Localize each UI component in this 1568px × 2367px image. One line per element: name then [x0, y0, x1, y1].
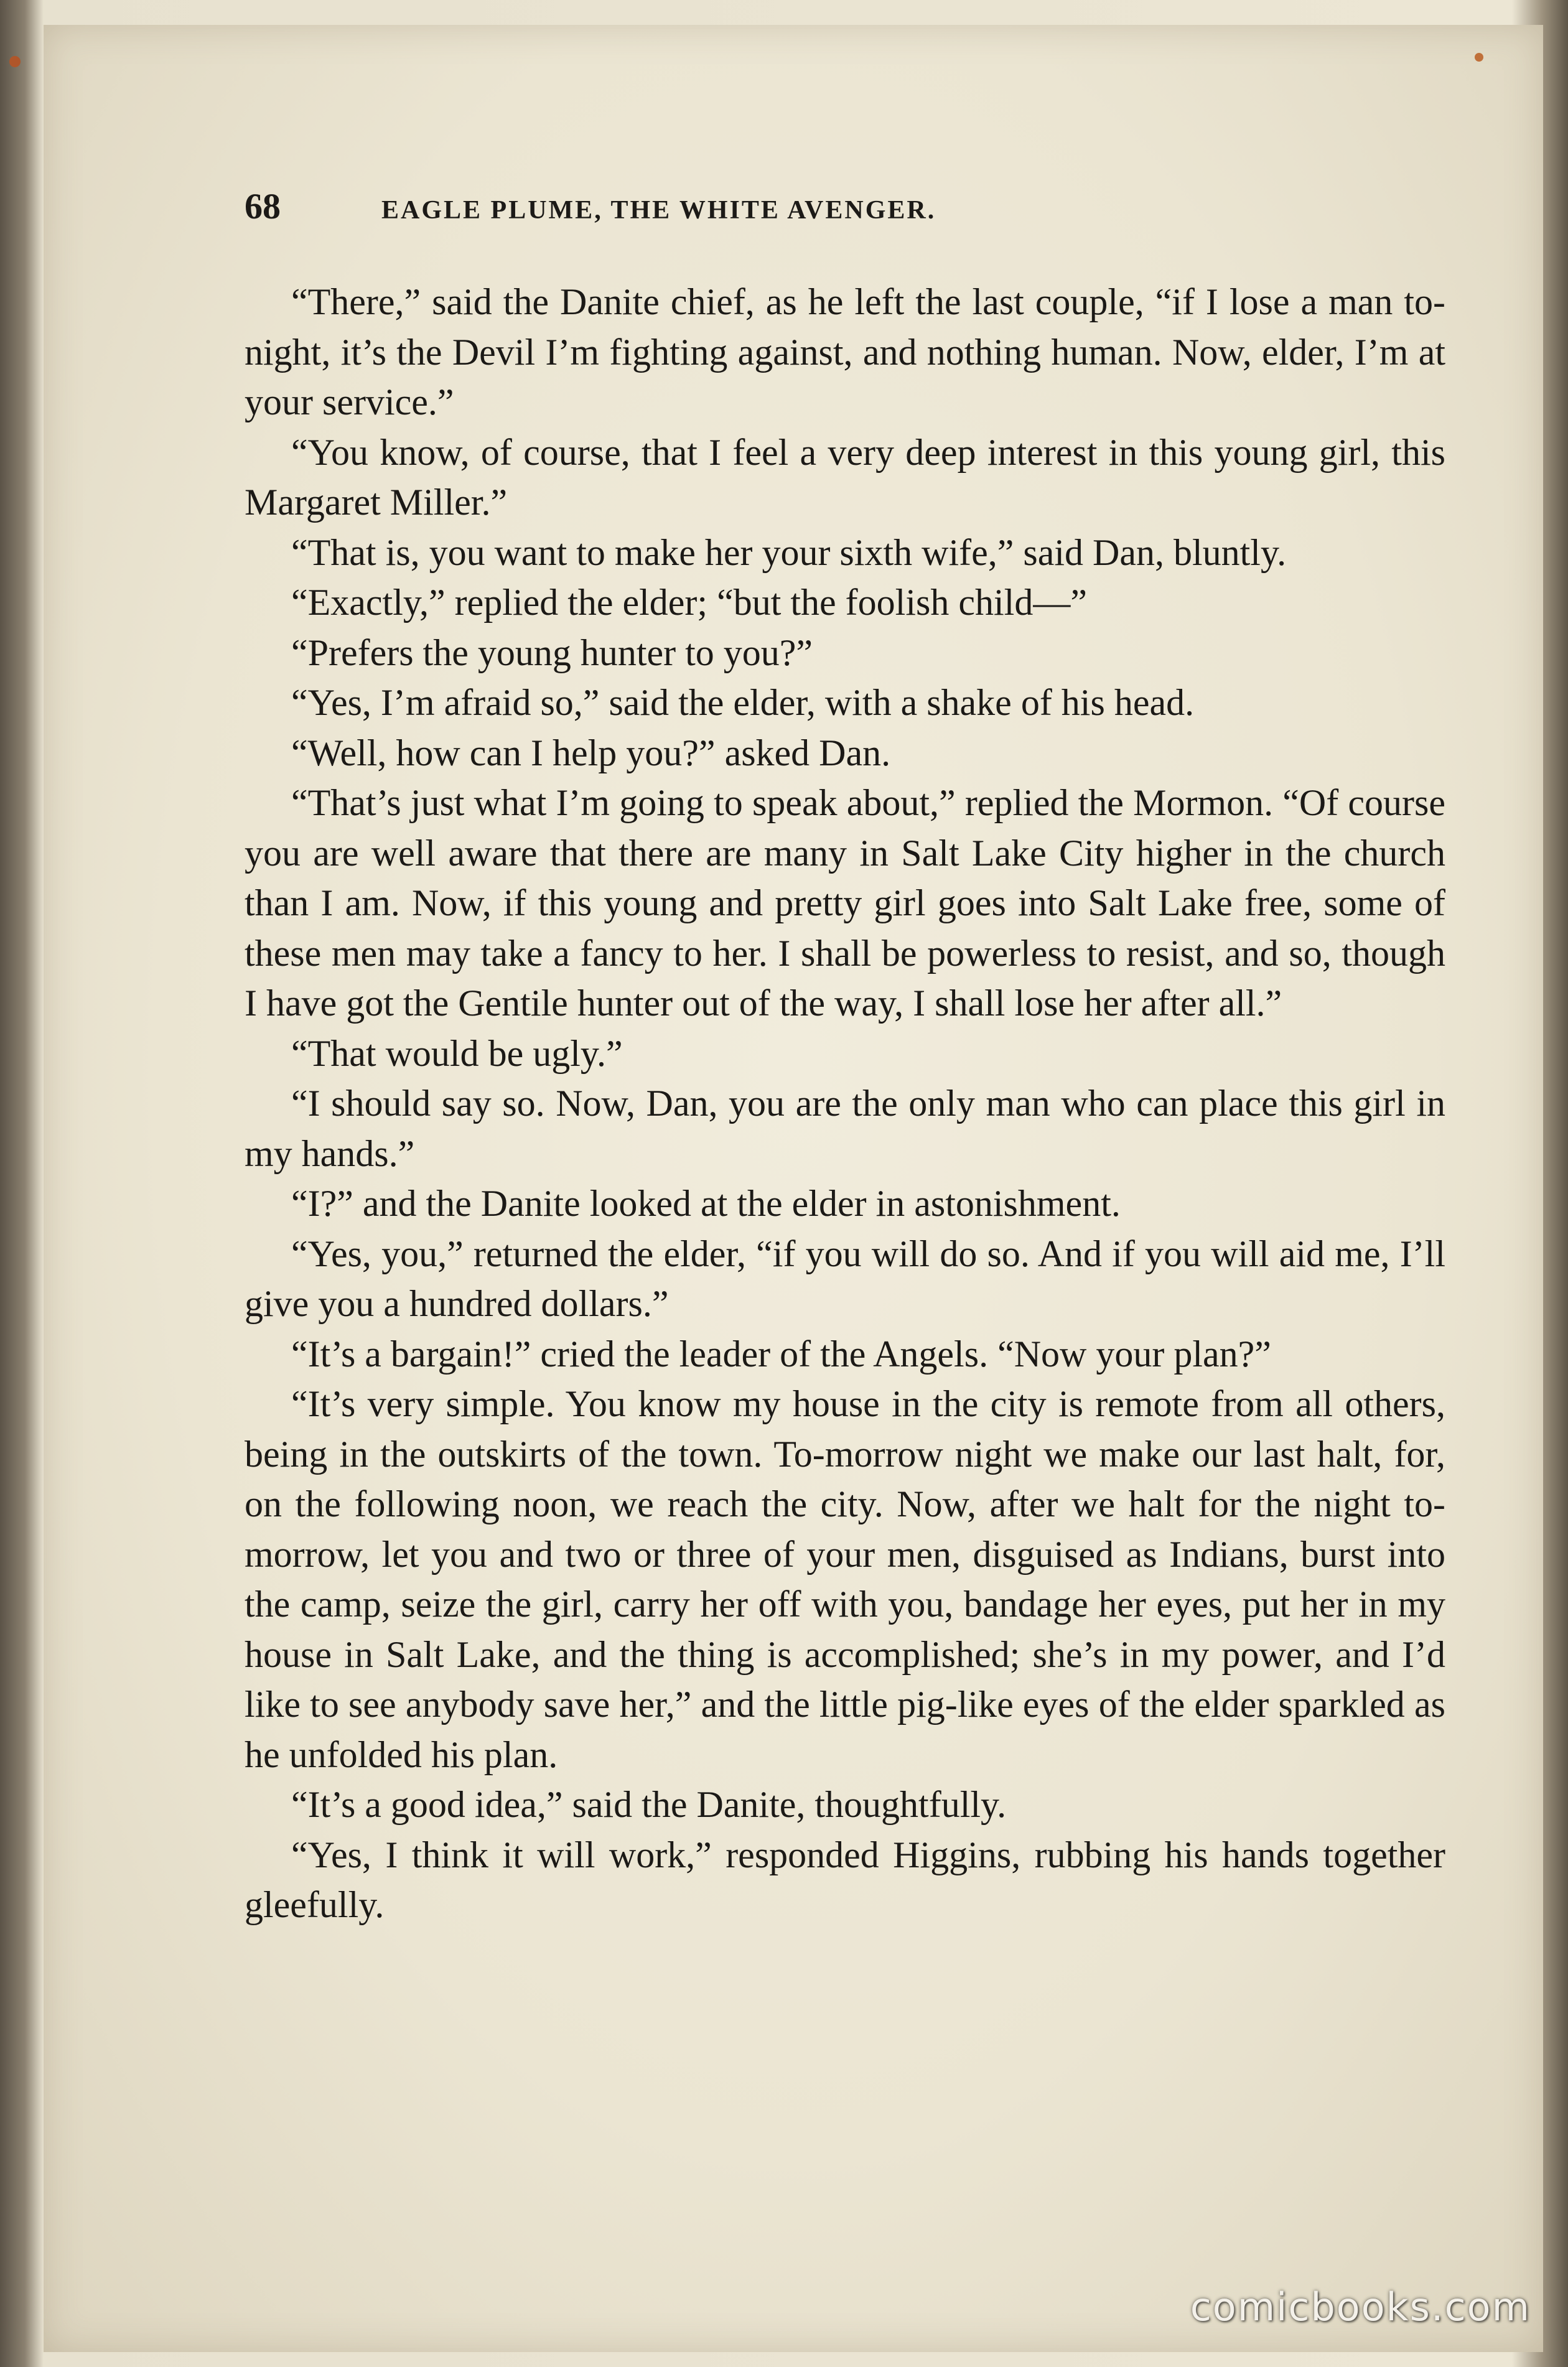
paragraph: “You know, of course, that I feel a very deep interest in this young girl, this Margaret Miller.” — [245, 431, 1445, 523]
paragraph: “It’s a bargain!” cried the leader of the Angels. “Now your plan?” — [291, 1333, 1271, 1375]
page-number: 68 — [245, 186, 281, 226]
paragraph: “There,” said the Danite chief, as he left the last couple, “if I lose a man to-night, it’s the Devil I’m fighting against, and nothing human. Now, elder, I’m at your service.” — [245, 281, 1445, 423]
text-body — [245, 277, 1445, 1930]
paragraph: “Exactly,” replied the elder; “but the foolish child—” — [291, 582, 1087, 623]
paragraph: “Well, how can I help you?” asked Dan. — [291, 732, 891, 773]
paragraph: “I should say so. Now, Dan, you are the only man who can place this girl in my hands.” — [245, 1083, 1445, 1174]
paragraph: “That’s just what I’m going to speak about,” replied the Mormon. “Of course you are well aware that there are many in Salt Lake City higher in the church than I am. Now, if this young and pretty girl goes into Salt Lake free, some of these men may take a fancy to her. I shall be powerless to resist, and so, though I have got the Gentile hunter out of the way, I shall lose her after all.” — [245, 782, 1445, 1024]
paper-stain — [1475, 53, 1483, 62]
running-head — [245, 185, 1290, 235]
paper-stain — [9, 56, 21, 67]
running-title: EAGLE PLUME, THE WHITE AVENGER. — [381, 196, 936, 225]
paragraph: “It’s a good idea,” said the Danite, thoughtfully. — [291, 1784, 1007, 1825]
paragraph: “Yes, I think it will work,” responded Higgins, rubbing his hands together gleefully. — [245, 1834, 1445, 1925]
paragraph: “That would be ugly.” — [291, 1032, 623, 1074]
watermark-logo: comicbooks.com — [1190, 2284, 1531, 2330]
paragraph: “That is, you want to make her your sixth wife,” said Dan, bluntly. — [291, 531, 1287, 573]
paragraph: “Yes, you,” returned the elder, “if you will do so. And if you will aid me, I’ll give you a hundred dollars.” — [245, 1233, 1445, 1324]
paragraph: “Yes, I’m afraid so,” said the elder, with a shake of his head. — [291, 682, 1195, 723]
paragraph: “It’s very simple. You know my house in the city is remote from all others, being in the outskirts of the town. To-morrow night we make our last halt, for, on the following noon, we reach the city. Now, after we halt for the night to-morrow, let you and two or three of your men, disguised as Indians, burst into the camp, seize the girl, carry her off with you, bandage her eyes, put her in my house in Salt Lake, and the thing is accomplished; she’s in my power, and I’d like to see anybody save her,” and the little pig-like eyes of the elder sparkled as he unfolded his plan. — [245, 1383, 1445, 1775]
paragraph: “I?” and the Danite looked at the elder in astonishment. — [291, 1183, 1121, 1224]
paragraph: “Prefers the young hunter to you?” — [291, 632, 813, 673]
